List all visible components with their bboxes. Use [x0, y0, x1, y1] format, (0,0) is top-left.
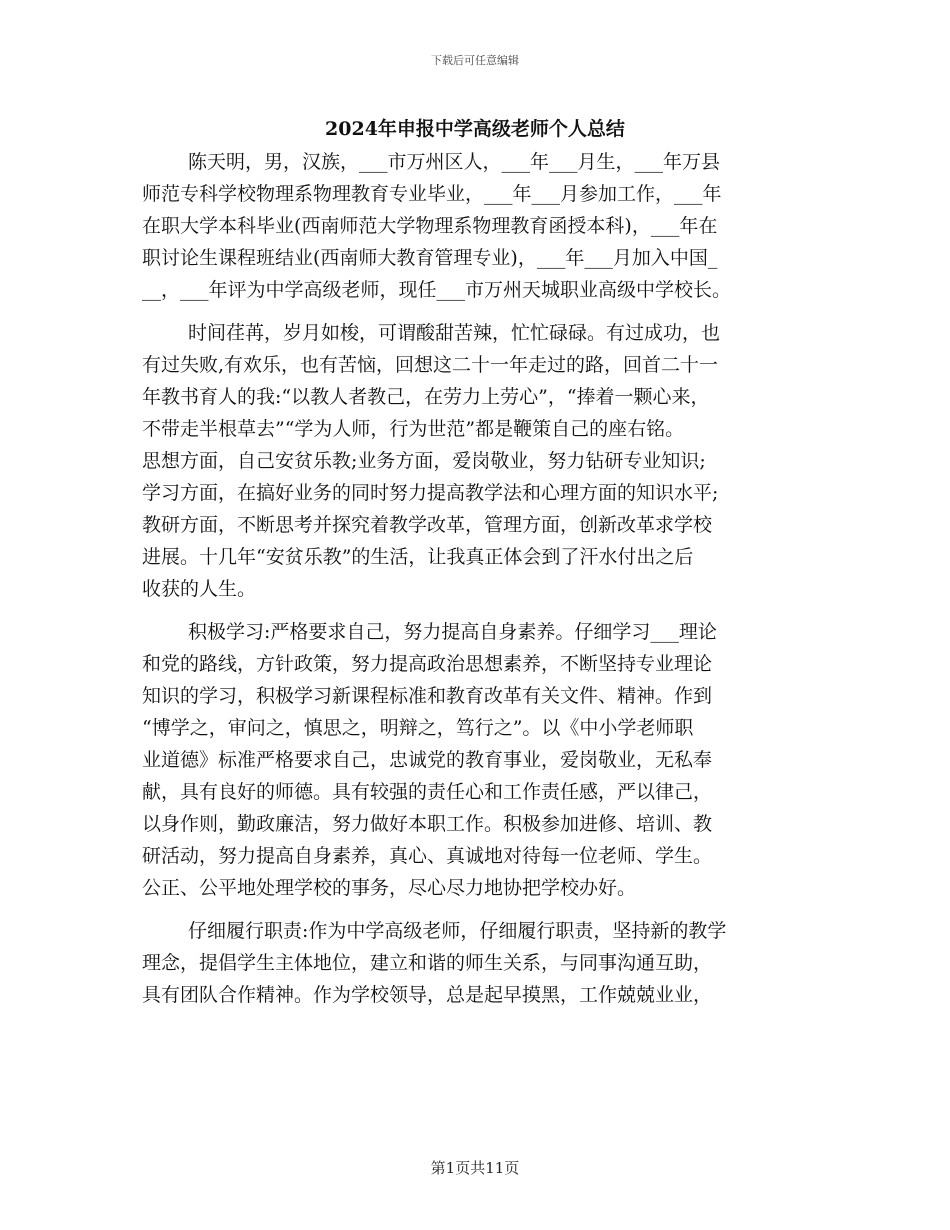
header-note: 下载后可任意编辑 — [431, 54, 519, 67]
paragraph — [142, 616, 822, 904]
text-line: 研活动，努力提高自身素养，真心、真诚地对待每一位老师、学生。 — [142, 845, 713, 867]
text-line: 仔细履行职责:作为中学高级老师，仔细履行职责，坚持新的教学 — [188, 920, 727, 942]
text-line: 以身作则，勤政廉洁，努力做好本职工作。积极参加进修、培训、教 — [142, 813, 713, 835]
text-line: 时间荏苒，岁月如梭，可谓酸甜苦辣，忙忙碌碌。有过成功，也 — [188, 322, 721, 344]
text-line: 职讨论生课程班结业(西南师大教育管理专业)，___年___月加入中国_ — [142, 247, 718, 269]
paragraph — [142, 915, 822, 1011]
page-number: 第1页共11页 — [430, 1159, 520, 1177]
document-body — [142, 146, 822, 1011]
text-line: 积极学习:严格要求自己，努力提高自身素养。仔细学习___理论 — [188, 621, 717, 643]
text-line: 年教书育人的我:“以教人者教己，在劳力上劳心”，“捧着一颗心来， — [142, 386, 710, 408]
text-line: 理念，提倡学生主体地位，建立和谐的师生关系，与同事沟通互助， — [142, 952, 713, 974]
text-line: 进展。十几年“安贫乐教”的生活，让我真正体会到了汗水付出之后 — [142, 546, 694, 568]
text-line: 收获的人生。 — [142, 578, 257, 600]
text-line: 献，具有良好的师德。具有较强的责任心和工作责任感，严以律己， — [142, 781, 713, 803]
text-line: 学习方面，在搞好业务的同时努力提高教学法和心理方面的知识水平; — [142, 482, 719, 504]
text-line: 业道德》标准严格要求自己，忠诚党的教育事业，爱岗敬业，无私奉 — [142, 749, 713, 771]
text-line: “博学之，审问之，慎思之，明辩之，笃行之”。以《中小学老师职 — [142, 717, 694, 739]
text-line: 公正、公平地处理学校的事务，尽心尽力地协把学校办好。 — [142, 877, 637, 899]
text-line: 在职大学本科毕业(西南师范大学物理系物理教育函授本科)，___年在 — [142, 215, 718, 237]
paragraph — [142, 146, 822, 306]
text-line: __，___年评为中学高级老师，现任___市万州天城职业高级中学校长。 — [142, 279, 732, 301]
text-line: 思想方面，自己安贫乐教;业务方面，爱岗敬业，努力钻研专业知识; — [142, 450, 706, 472]
document-title: 2024年申报中学高级老师个人总结 — [325, 118, 625, 140]
text-line: 和党的路线，方针政策，努力提高政治思想素养，不断坚持专业理论 — [142, 653, 713, 675]
text-line: 师范专科学校物理系物理教育专业毕业，___年___月参加工作，___年 — [142, 183, 722, 205]
text-line: 知识的学习，积极学习新课程标准和教育改革有关文件、精神。作到 — [142, 685, 713, 707]
text-line: 陈天明，男，汉族，___市万州区人，___年___月生，___年万县 — [188, 151, 721, 173]
paragraph — [142, 317, 822, 605]
text-line: 不带走半根草去”“学为人师，行为世范”都是鞭策自己的座右铭。 — [142, 418, 685, 440]
text-line: 有过失败,有欢乐，也有苦恼，回想这二十一年走过的路，回首二十一 — [142, 354, 719, 376]
text-line: 教研方面，不断思考并探究着教学改革，管理方面，创新改革求学校 — [142, 514, 713, 536]
text-line: 具有团队合作精神。作为学校领导，总是起早摸黑，工作兢兢业业， — [142, 984, 713, 1006]
